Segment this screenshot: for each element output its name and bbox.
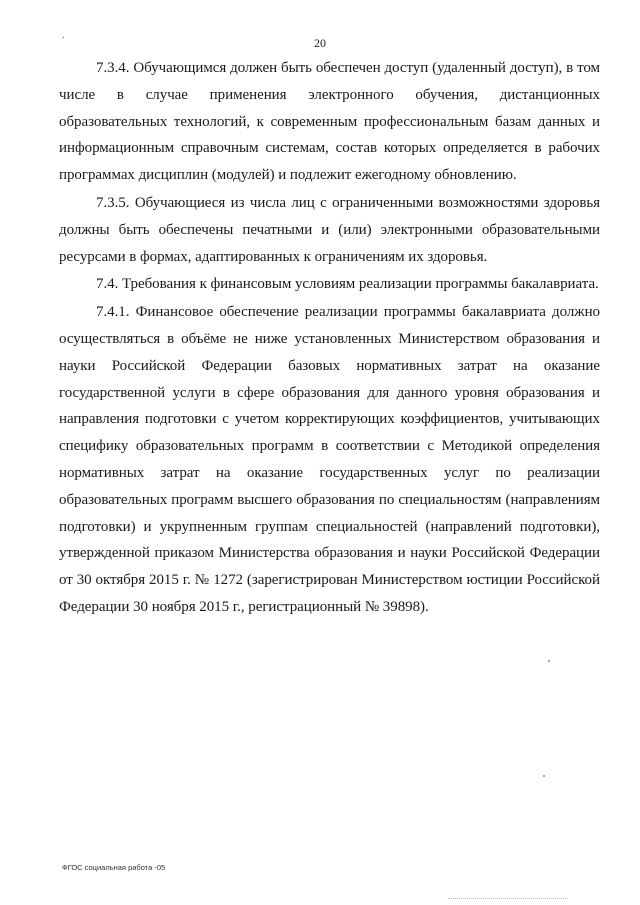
paragraph-7-4-1: 7.4.1. Финансовое обеспечение реализации программы бакалавриата должно осуществляться в объёме не ниже установленных Министерством образования и науки Российской Федерации базовых нормативных затрат на оказание государственной услуги в сфере образования для данного уровня образования и направления подготовки с учетом корректирующих коэффициентов, учитывающих специфику образовательных программ в соответствии с Методикой определения нормативных затрат на оказание государственных услуг по реализации образовательных программ высшего образования по специальностям (направлениям подготовки) и укрупненным группам специальностей (направлений подготовки), утвержденной приказом Министерства образования и науки Российской Федерации от 30 октября 2015 г. № 1272 (зарегистрирован Министерством юстиции Российской Федерации 30 ноября 2015 г., регистрационный № 39898). — [59, 304, 600, 615]
page-number: 20 — [314, 36, 326, 50]
paragraph-7-3-4: 7.3.4. Обучающимся должен быть обеспечен доступ (удаленный доступ), в том числе в случае применения электронного обучения, дистанционных образовательных технологий, к современным профессиональным базам данных и информационным справочным системам, состав которых определяется в рабочих программах дисциплин (модулей) и подлежит ежегодному обновлению. — [59, 60, 600, 184]
corner-mark: . — [62, 30, 65, 41]
scan-speck — [548, 660, 550, 662]
scan-speck — [543, 775, 545, 777]
paragraph-7-4: 7.4. Требования к финансовым условиям реализации программы бакалавриата. — [96, 276, 599, 293]
scan-edge-marks — [448, 898, 568, 901]
paragraph-7-3-5: 7.3.5. Обучающиеся из числа лиц с ограниченными возможностями здоровья должны быть обеспечены печатными и (или) электронными образовательными ресурсами в формах, адаптированных к ограничениям их здоровья. — [59, 194, 600, 265]
footer-label: ФГОС социальная работа -05 — [62, 863, 166, 872]
document-body — [59, 55, 600, 622]
